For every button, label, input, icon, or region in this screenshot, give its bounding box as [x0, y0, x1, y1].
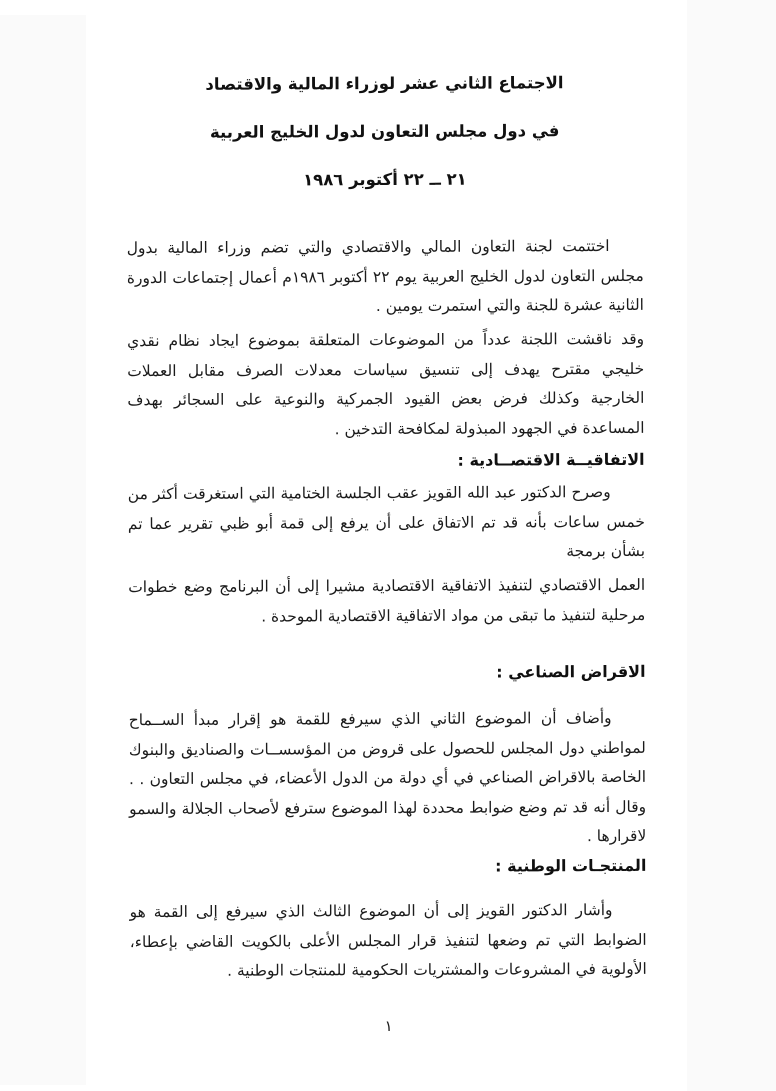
paragraph-national-products: وأشار الدكتور القويز إلى أن الموضوع الثالث الذي سيرفع إلى القمة هو الضوابط التي تم وضعها لتنفيذ قرار المجلس الأعلى بالكويت القاضي بإعطاء، الأولوية في المشروعات والمشتريات الحكومية للمنتجات الوطنية . — [129, 901, 647, 980]
title-line-1: الاجتماع الثاني عشر لوزراء المالية والاقتصاد — [205, 73, 564, 94]
page-number: ١ — [384, 1016, 393, 1036]
document-title — [126, 59, 644, 205]
paragraph-industrial-lending: وأضاف أن الموضوع الثاني الذي سيرفع للقمة هو إقرار مبدأ الســماح لمواطني دول المجلس للحصول على قروض من المؤسســات والصناديق والبنوك الخاصة بالاقراض الصناعي في أي دولة من الدول الأعضاء، في مجلس التعاون . . وقال أنه قد تم وضع ضوابط محددة لهذا الموضوع سترفع لأصحاب الجلالة والسمو لاقرارها . — [128, 709, 647, 846]
heading-national-products: المنتجـات الوطنية : — [495, 855, 647, 876]
paragraph-monetary-system: وقد ناقشت اللجنة عدداً من الموضوعات المتعلقة بموضوع ايجاد نظام نقدي خليجي مقترح يهدف إلى تنسيق سياسات معدلات الصرف مقابل العملات الخارجية وكذلك فرض بعض القيود الجمركية والنوعية على السجائر بهدف المساعدة في الجهود المبذولة لمكافحة التدخين . — [127, 329, 645, 438]
title-line-2: في دول مجلس التعاون لدول الخليج العربية — [209, 121, 560, 142]
paragraph-committee-conclusion: اختتمت لجنة التعاون المالي والاقتصادي والتي تضم وزراء المالية بدول مجلس التعاون لدول الخليج العربية يوم ٢٢ أكتوبر ١٩٨٦م أعمال إجتماعات الدورة الثانية عشرة للجنة والتي استمرت يومين . — [126, 237, 644, 316]
title-line-3-date: ٢١ ــ ٢٢ أكتوبر ١٩٨٦ — [303, 169, 467, 190]
heading-economic-agreement: الاتفاقيــة الاقتصــادية : — [457, 449, 645, 470]
paragraph-economic-program: العمل الاقتصادي لتنفيذ الاتفاقية الاقتصادية مشيرا إلى أن البرنامج وضع خطوات مرحلية لتنفيذ ما تبقى من مواد الاتفاقية الاقتصادية الموحدة . — [128, 575, 646, 626]
heading-industrial-lending: الاقراض الصناعي : — [496, 661, 646, 682]
paragraph-quwaiz-statement: وصرح الدكتور عبد الله القويز عقب الجلسة الختامية التي استغرقت أكثر من خمس ساعات بأنه قد تم الاتفاق على أن يرفع إلى قمة أبو ظبي تقرير عما تم بشأن برمجة — [127, 483, 646, 561]
